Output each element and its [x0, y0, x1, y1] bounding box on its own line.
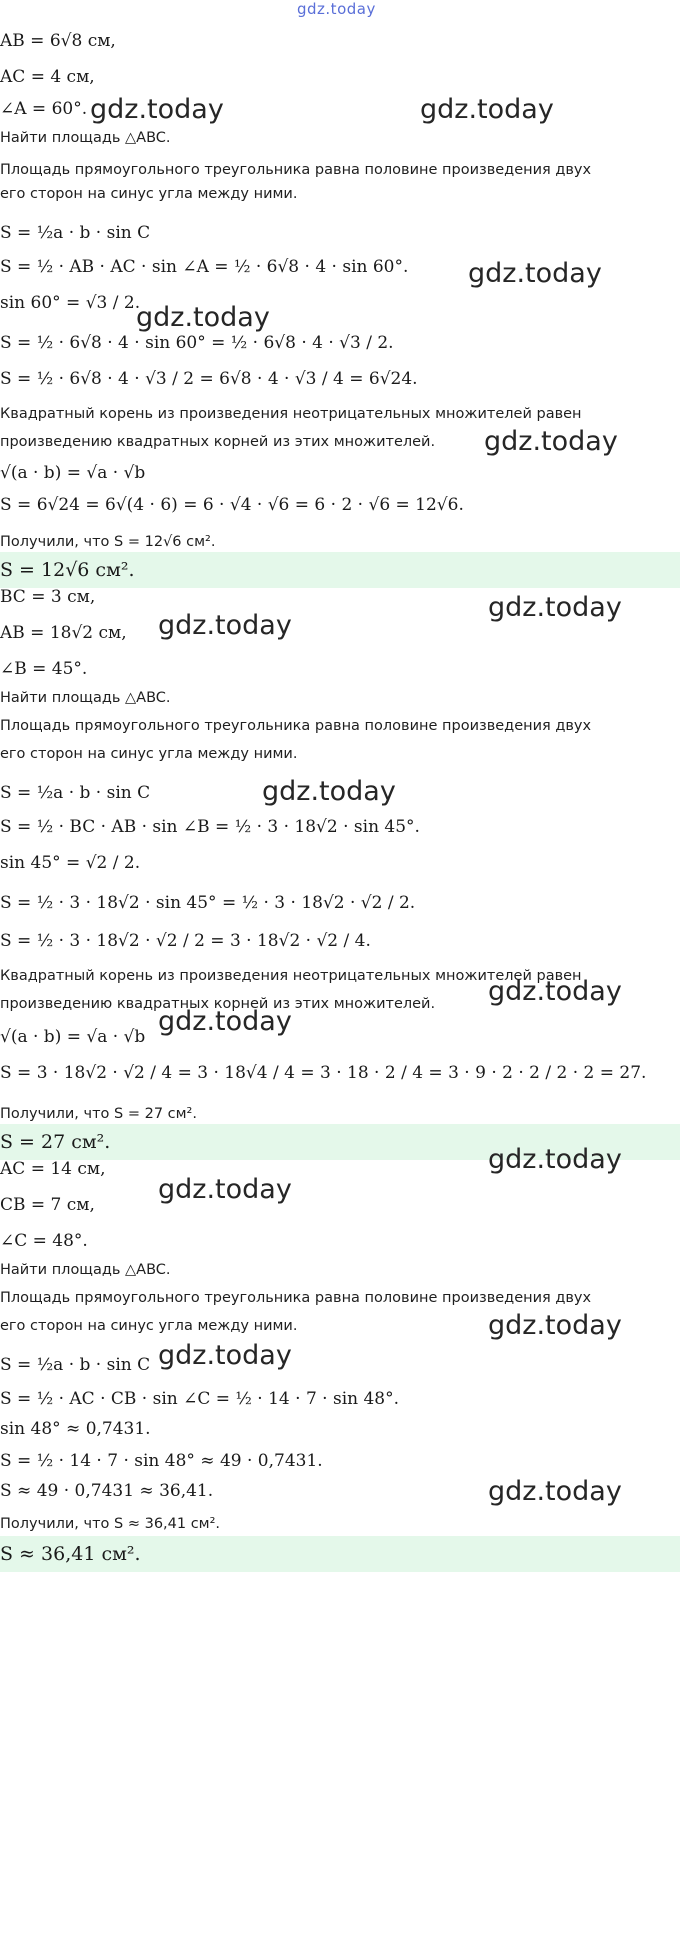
- formula-line: S = ½ · AC · CB · sin ∠C = ½ · 14 · 7 · sin 48°.: [0, 1389, 400, 1409]
- rule-text: его сторон на синус угла между ними.: [0, 746, 298, 762]
- watermark: gdz.today: [158, 1006, 292, 1037]
- rule-text: Квадратный корень из произведения неотрицательных множителей равен: [0, 406, 582, 422]
- formula-line: S = ½ · 6√8 · 4 · √3 / 2 = 6√8 · 4 · √3 / 4 = 6√24.: [0, 369, 418, 389]
- formula-line: S = ½ · 3 · 18√2 · sin 45° = ½ · 3 · 18√2 · √2 / 2.: [0, 893, 416, 913]
- watermark: gdz.today: [136, 302, 270, 333]
- given-line: AC = 4 см,: [0, 67, 95, 87]
- given-line: AB = 6√8 см,: [0, 31, 116, 51]
- given-line: CB = 7 см,: [0, 1195, 95, 1215]
- formula-line: √(a · b) = √a · √b: [0, 463, 146, 483]
- rule-text: Площадь прямоугольного треугольника равна половине произведения двух: [0, 718, 592, 734]
- rule-text: его сторон на синус угла между ними.: [0, 186, 298, 202]
- formula-line: S = ½ · 3 · 18√2 · √2 / 2 = 3 · 18√2 · √2 / 4.: [0, 931, 371, 951]
- result-text: Получили, что S ≈ 36,41 см².: [0, 1516, 221, 1532]
- answer-box: S = 27 см².: [0, 1124, 680, 1160]
- task-text: Найти площадь △ABC.: [0, 130, 171, 146]
- rule-text: Площадь прямоугольного треугольника равна половине произведения двух: [0, 162, 592, 178]
- formula-line: sin 60° = √3 / 2.: [0, 293, 141, 313]
- site-logo[interactable]: gdz.today: [297, 0, 376, 18]
- formula-line: sin 45° = √2 / 2.: [0, 853, 141, 873]
- formula-line: S = 3 · 18√2 · √2 / 4 = 3 · 18√4 / 4 = 3 · 18 · 2 / 4 = 3 · 9 · 2 · 2 / 2 · 2 = 27.: [0, 1063, 647, 1083]
- formula-line: S = ½ · 14 · 7 · sin 48° ≈ 49 · 0,7431.: [0, 1451, 323, 1471]
- watermark: gdz.today: [488, 1476, 622, 1507]
- watermark: gdz.today: [468, 258, 602, 289]
- watermark: gdz.today: [488, 1144, 622, 1175]
- formula-line: S = ½ · BC · AB · sin ∠B = ½ · 3 · 18√2 · sin 45°.: [0, 817, 420, 837]
- rule-text: произведению квадратных корней из этих множителей.: [0, 996, 436, 1012]
- given-line: BC = 3 см,: [0, 587, 96, 607]
- given-line: ∠B = 45°.: [0, 659, 88, 679]
- formula-line: sin 48° ≈ 0,7431.: [0, 1419, 151, 1439]
- given-line: ∠A = 60°.: [0, 99, 88, 119]
- watermark: gdz.today: [488, 1310, 622, 1341]
- formula-line: S = ½a · b · sin C: [0, 223, 151, 243]
- task-text: Найти площадь △ABC.: [0, 690, 171, 706]
- rule-text: Площадь прямоугольного треугольника равна половине произведения двух: [0, 1290, 592, 1306]
- formula-line: S = ½a · b · sin C: [0, 783, 151, 803]
- rule-text: Квадратный корень из произведения неотрицательных множителей равен: [0, 968, 582, 984]
- answer-box: S ≈ 36,41 см².: [0, 1536, 680, 1572]
- watermark: gdz.today: [90, 94, 224, 125]
- formula-line: S = ½a · b · sin C: [0, 1355, 151, 1375]
- formula-line: S = ½ · 6√8 · 4 · sin 60° = ½ · 6√8 · 4 · √3 / 2.: [0, 333, 394, 353]
- watermark: gdz.today: [488, 592, 622, 623]
- watermark: gdz.today: [262, 776, 396, 807]
- formula-line: S ≈ 49 · 0,7431 ≈ 36,41.: [0, 1481, 214, 1501]
- result-text: Получили, что S = 12√6 см².: [0, 534, 216, 550]
- formula-line: S = ½ · AB · AC · sin ∠A = ½ · 6√8 · 4 · sin 60°.: [0, 257, 409, 277]
- task-text: Найти площадь △ABC.: [0, 1262, 171, 1278]
- watermark: gdz.today: [158, 610, 292, 641]
- answer-box: S = 12√6 см².: [0, 552, 680, 588]
- formula-line: √(a · b) = √a · √b: [0, 1027, 146, 1047]
- rule-text: его сторон на синус угла между ними.: [0, 1318, 298, 1334]
- result-text: Получили, что S = 27 см².: [0, 1106, 197, 1122]
- given-line: ∠C = 48°.: [0, 1231, 88, 1251]
- watermark: gdz.today: [158, 1340, 292, 1371]
- watermark: gdz.today: [488, 976, 622, 1007]
- formula-line: S = 6√24 = 6√(4 · 6) = 6 · √4 · √6 = 6 · 2 · √6 = 12√6.: [0, 495, 464, 515]
- rule-text: произведению квадратных корней из этих множителей.: [0, 434, 436, 450]
- given-line: AB = 18√2 см,: [0, 623, 127, 643]
- watermark: gdz.today: [158, 1174, 292, 1205]
- given-line: AC = 14 см,: [0, 1159, 106, 1179]
- watermark: gdz.today: [484, 426, 618, 457]
- watermark: gdz.today: [420, 94, 554, 125]
